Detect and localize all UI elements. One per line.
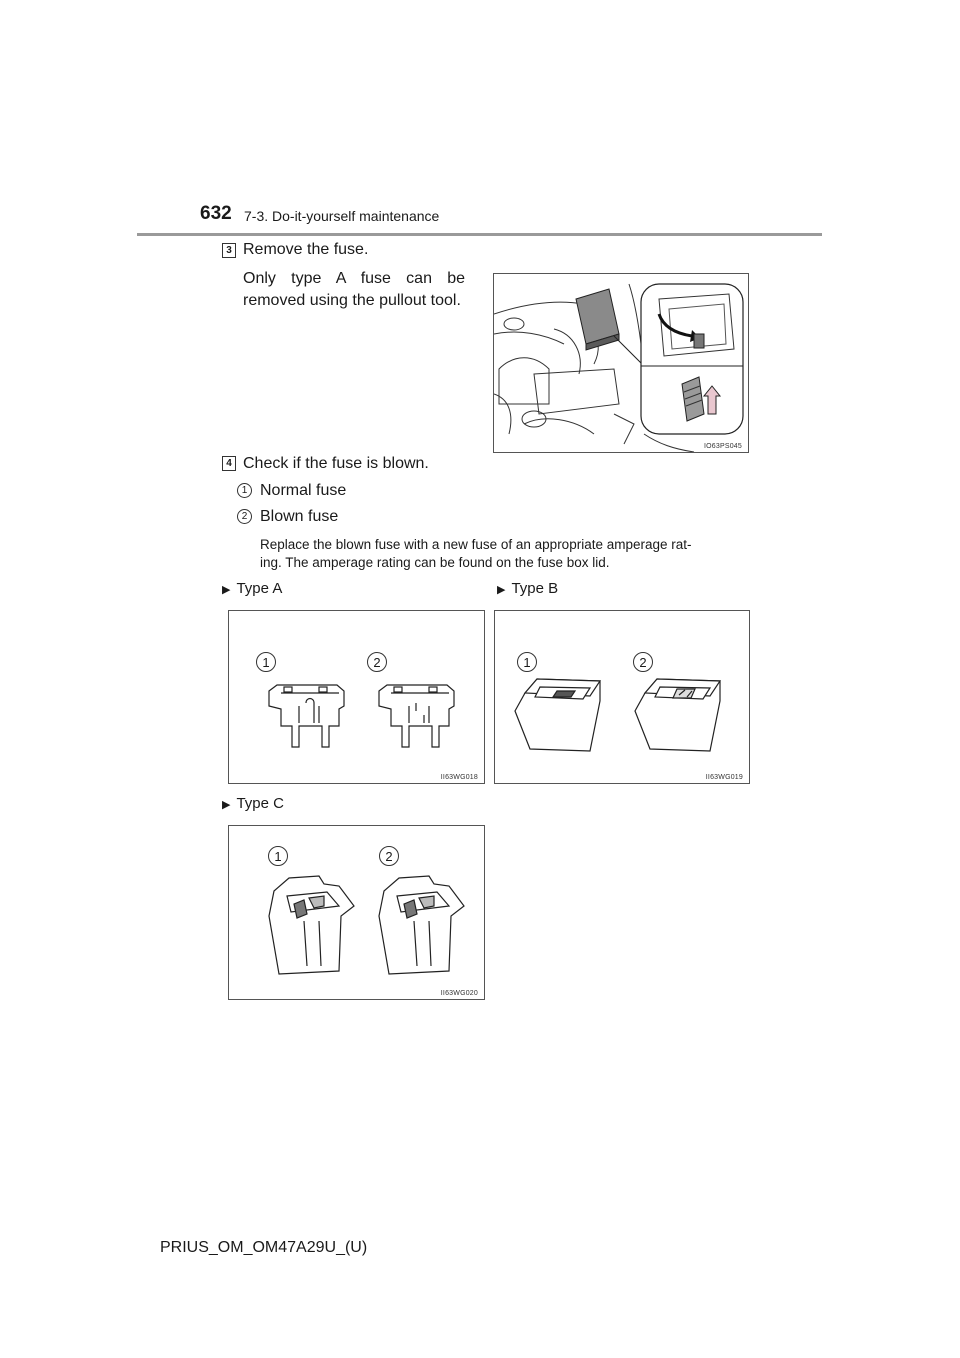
type-a-label: Type A <box>236 580 283 597</box>
arrow-right-icon: ▶ <box>497 584 506 596</box>
type-c-fuse-illustration <box>229 826 485 1000</box>
type-a-callout-2: 2 <box>367 652 387 672</box>
type-a-callout-1: 1 <box>256 652 276 672</box>
step-3-body-line1: Only type A fuse can be <box>243 270 465 287</box>
arrow-right-icon: ▶ <box>222 584 231 596</box>
type-b-figure <box>494 610 750 784</box>
replace-note-line2: ing. The amperage rating can be found on the fuse box lid. <box>260 555 610 570</box>
document-id: PRIUS_OM_OM47A29U_(U) <box>160 1239 368 1256</box>
type-b-callout-1: 1 <box>517 652 537 672</box>
replace-note-line1: Replace the blown fuse with a new fuse of an appropriate amperage rat- <box>260 537 692 552</box>
step-4-title: Check if the fuse is blown. <box>243 455 429 472</box>
type-a-fuse-illustration <box>229 611 485 784</box>
type-c-label: Type C <box>236 795 284 812</box>
arrow-right-icon: ▶ <box>222 799 231 811</box>
type-b-callout-2: 2 <box>633 652 653 672</box>
page-number: 632 <box>200 203 232 224</box>
normal-fuse-label: Normal fuse <box>260 482 347 499</box>
type-c-heading <box>222 795 284 812</box>
blown-fuse-label: Blown fuse <box>260 508 339 525</box>
callout-1-marker: 1 <box>237 483 252 498</box>
callout-2-marker: 2 <box>237 509 252 524</box>
type-b-label: Type B <box>511 580 559 597</box>
type-a-figure-code: II63WG018 <box>440 774 478 781</box>
type-c-figure-code: II63WG020 <box>440 990 478 997</box>
step-4-badge: 4 <box>222 456 236 471</box>
type-c-callout-2: 2 <box>379 846 399 866</box>
type-a-heading <box>222 580 282 597</box>
type-b-fuse-illustration <box>495 611 750 784</box>
engine-bay-illustration <box>494 274 749 453</box>
type-a-figure <box>228 610 485 784</box>
type-c-figure <box>228 825 485 1000</box>
type-b-heading <box>497 580 558 597</box>
step-3-title: Remove the fuse. <box>243 241 369 258</box>
header-rule <box>137 233 822 236</box>
type-c-callout-1: 1 <box>268 846 288 866</box>
fuse-removal-figure <box>493 273 749 453</box>
step-3-badge: 3 <box>222 243 236 258</box>
type-b-figure-code: II63WG019 <box>705 774 743 781</box>
step-3-body-line2: removed using the pullout tool. <box>243 292 461 309</box>
section-title: 7-3. Do-it-yourself maintenance <box>244 208 440 224</box>
figure-code: IO63PS045 <box>704 443 742 450</box>
